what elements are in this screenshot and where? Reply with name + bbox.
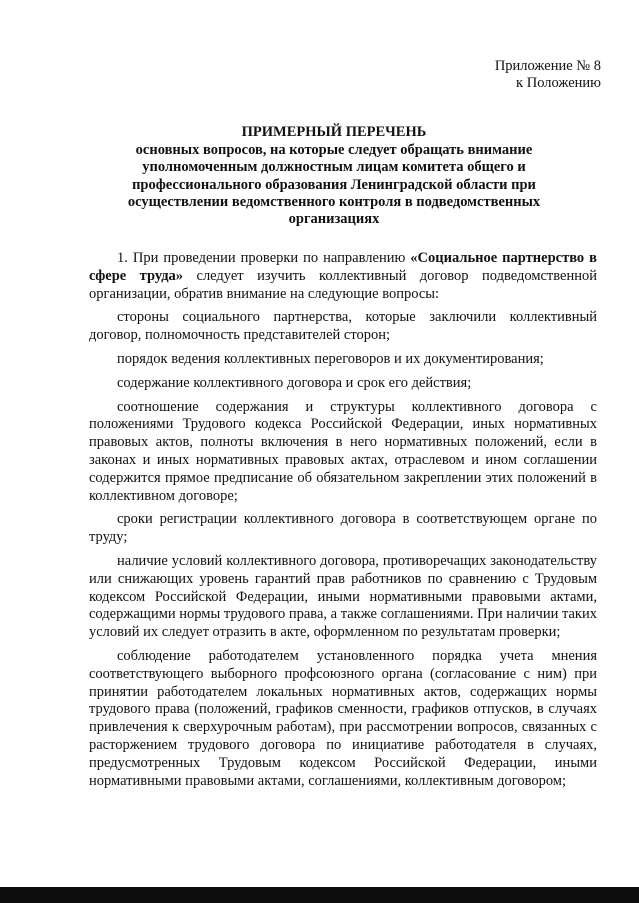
appendix-regulation: к Положению	[516, 75, 601, 91]
appendix-number: Приложение № 8	[494, 58, 601, 74]
paragraph-parties: стороны социального партнерства, которые заключили коллективный договор, полномочность представителей сторон;	[89, 309, 597, 344]
paragraph-content-term: содержание коллективного договора и срок его действия;	[117, 374, 472, 391]
paragraph-union-opinion: соблюдение работодателем установленного порядка учета мнения соответствующего выборного профсоюзного органа (согласование с ним) при принятии работодателем локальных нормативных актов, содержащих нормы трудового права (положений, графиков сменности, графиков отпусков, в случаях привлечения к сверхурочным работам), при рассмотрении вопросов, связанных с расторжением трудового договора по инициативе работодателя в случаях, предусмотренных Трудовым кодексом Российской Федерации, иными нормативными правовыми актами, соглашениями, коллективным договором;	[89, 647, 597, 789]
document-title	[96, 124, 572, 228]
paragraph-conflicting-terms: наличие условий коллективного договора, противоречащих законодательству или снижающих уровень гарантий прав работников по сравнению с Трудовым кодексом Российской Федерации, иными нормативными правовыми актами, содержащими нормы трудового права, а также соглашениями. При наличии таких условий их следует отразить в акте, оформленном по результатам проверки;	[89, 552, 597, 641]
paragraph-1-suffix: следует изучить коллективный договор подведомственной организации, обратив внимание на следующие вопросы:	[89, 267, 597, 302]
appendix-reference	[495, 58, 601, 92]
title-line-3: профессионального образования Ленинградской области при	[132, 176, 536, 193]
title-line-1: основных вопросов, на которые следует обращать внимание	[135, 142, 533, 159]
scan-edge-bar	[0, 887, 639, 903]
paragraph-registration: сроки регистрации коллективного договора в соответствующем органе по труду;	[89, 511, 597, 546]
title-heading: ПРИМЕРНЫЙ ПЕРЕЧЕНЬ	[241, 124, 427, 140]
title-line-2: уполномоченным должностным лицам комитета общего и	[142, 159, 526, 176]
paragraph-negotiations: порядок ведения коллективных переговоров и их документирования;	[117, 350, 544, 367]
title-line-4: осуществлении ведомственного контроля в подведомственных	[127, 193, 541, 210]
document-body	[89, 250, 597, 796]
title-line-5: организациях	[288, 211, 380, 228]
paragraph-structure: соотношение содержания и структуры коллективного договора с положениями Трудового кодекса Российской Федерации, иных нормативных правовых актов, полноты включения в него нормативных положений, если в законах и иных нормативных правовых актах, отраслевом и ином соглашении содержится прямое предписание об обязательном закреплении этих положений в коллективном договоре;	[89, 398, 597, 504]
paragraph-1	[89, 250, 597, 303]
paragraph-1-prefix: 1. При проведении проверки по направлению	[117, 250, 411, 266]
paragraph-1-bold-topic: «Социальное партнерство в сфере труда»	[89, 250, 597, 284]
